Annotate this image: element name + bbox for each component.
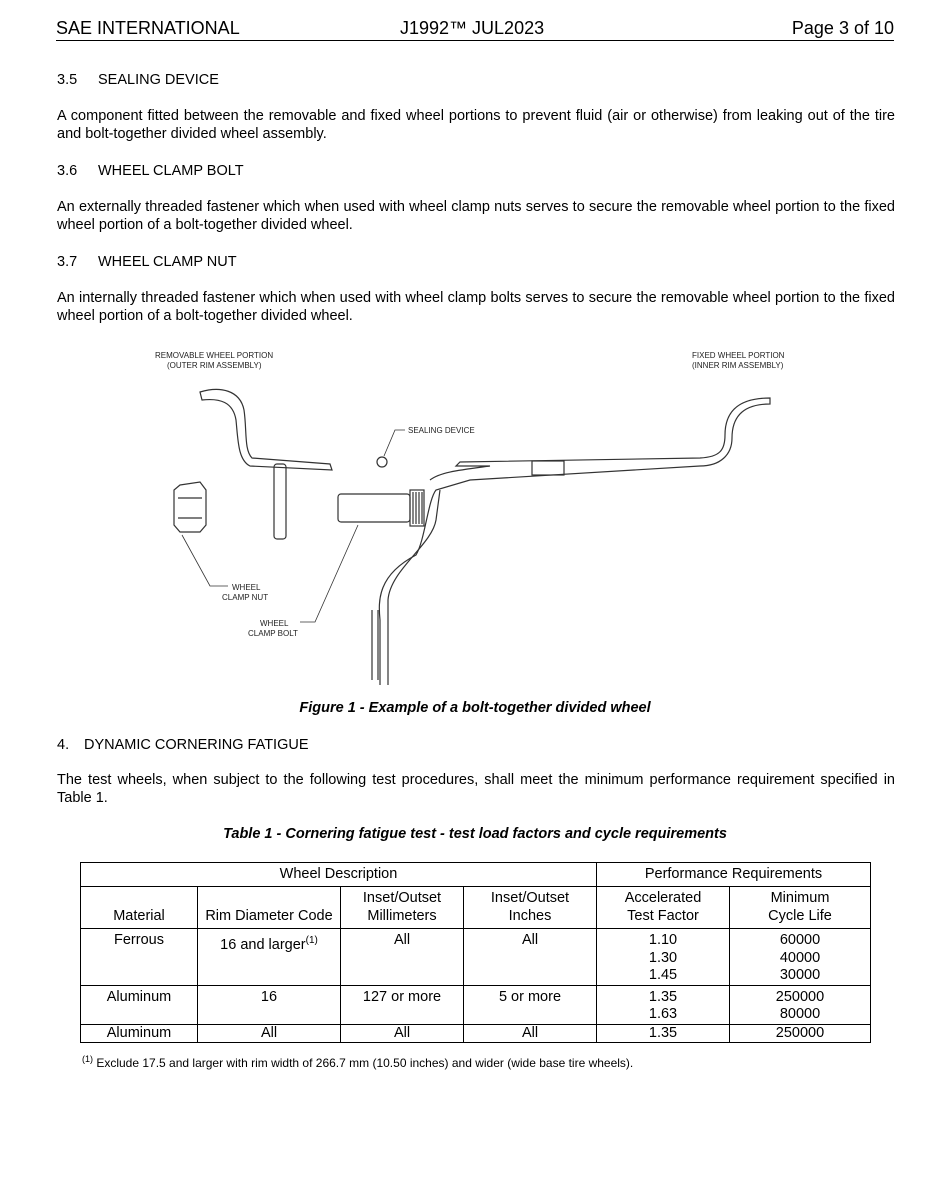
table-caption: Table 1 - Cornering fatigue test - test load factors and cycle requirements bbox=[223, 826, 727, 842]
label-nut-1: WHEEL bbox=[232, 583, 261, 592]
table-column-header bbox=[81, 887, 871, 929]
page-header bbox=[56, 18, 894, 41]
col-cycle-life: Minimum Cycle Life bbox=[730, 887, 871, 929]
label-outer-rim: (OUTER RIM ASSEMBLY) bbox=[167, 361, 262, 370]
col-inset-mm: Inset/Outset Millimeters bbox=[341, 887, 464, 929]
table-group-header bbox=[81, 863, 871, 887]
table-row: Aluminum 16 127 or more 5 or more 1.35 1.63 250000 80000 bbox=[81, 985, 871, 1024]
header-doc-id: J1992™ JUL2023 bbox=[400, 18, 545, 38]
group-wheel-description: Wheel Description bbox=[81, 863, 597, 887]
section-3-6-body: An externally threaded fastener which when used with wheel clamp nuts serves to secure the removable wheel portion to the fixed wheel portion of a bolt-together divided wheel. bbox=[57, 199, 895, 233]
label-inner-rim: (INNER RIM ASSEMBLY) bbox=[692, 361, 784, 370]
label-bolt-2: CLAMP BOLT bbox=[248, 629, 298, 638]
label-nut-2: CLAMP NUT bbox=[222, 593, 269, 602]
divided-wheel-figure bbox=[140, 340, 820, 685]
label-sealing-device: SEALING DEVICE bbox=[408, 426, 475, 435]
group-performance: Performance Requirements bbox=[597, 863, 871, 887]
label-fixed-portion: FIXED WHEEL PORTION bbox=[692, 351, 785, 360]
section-3-7-heading: 3.7 WHEEL CLAMP NUT bbox=[57, 254, 237, 270]
figure-caption: Figure 1 - Example of a bolt-together divided wheel bbox=[299, 700, 651, 716]
section-3-5-body: A component fitted between the removable and fixed wheel portions to prevent fluid (air or otherwise) from leaking out of the tire and bolt-together divided wheel assembly. bbox=[57, 108, 895, 142]
col-material: Material bbox=[81, 887, 198, 929]
col-rim-diameter: Rim Diameter Code bbox=[198, 887, 341, 929]
col-test-factor: Accelerated Test Factor bbox=[597, 887, 730, 929]
cornering-fatigue-table bbox=[80, 862, 871, 1043]
leader-lines bbox=[182, 430, 405, 622]
table-row: Ferrous 16 and larger$^{(1)}$ All All 1.10 1.30 1.45 60000 40000 30000 bbox=[81, 929, 871, 986]
table-footnote: $^{(1)}$ Exclude 17.5 and larger with rim width of 266.7 mm (10.50 inches) and wider (wide base tire wheels). bbox=[82, 1054, 634, 1070]
section-4-body: The test wheels, when subject to the following test procedures, shall meet the minimum performance requirement specified in Table 1. bbox=[57, 772, 895, 806]
header-page-number: Page 3 of 10 bbox=[791, 18, 894, 38]
section-4-heading: 4. DYNAMIC CORNERING FATIGUE bbox=[57, 737, 309, 753]
header-org: SAE INTERNATIONAL bbox=[56, 18, 240, 38]
col-inset-in: Inset/Outset Inches bbox=[464, 887, 597, 929]
section-3-5-heading: 3.5 SEALING DEVICE bbox=[57, 72, 219, 88]
label-removable-portion: REMOVABLE WHEEL PORTION bbox=[155, 351, 274, 360]
label-bolt-1: WHEEL bbox=[260, 619, 289, 628]
section-3-6-heading: 3.6 WHEEL CLAMP BOLT bbox=[57, 163, 244, 179]
section-3-7-body: An internally threaded fastener which when used with wheel clamp bolts serves to secure the removable wheel portion to the fixed wheel portion of a bolt-together divided wheel. bbox=[57, 290, 895, 324]
table-row: Aluminum All All All 1.35 250000 bbox=[81, 1024, 871, 1043]
